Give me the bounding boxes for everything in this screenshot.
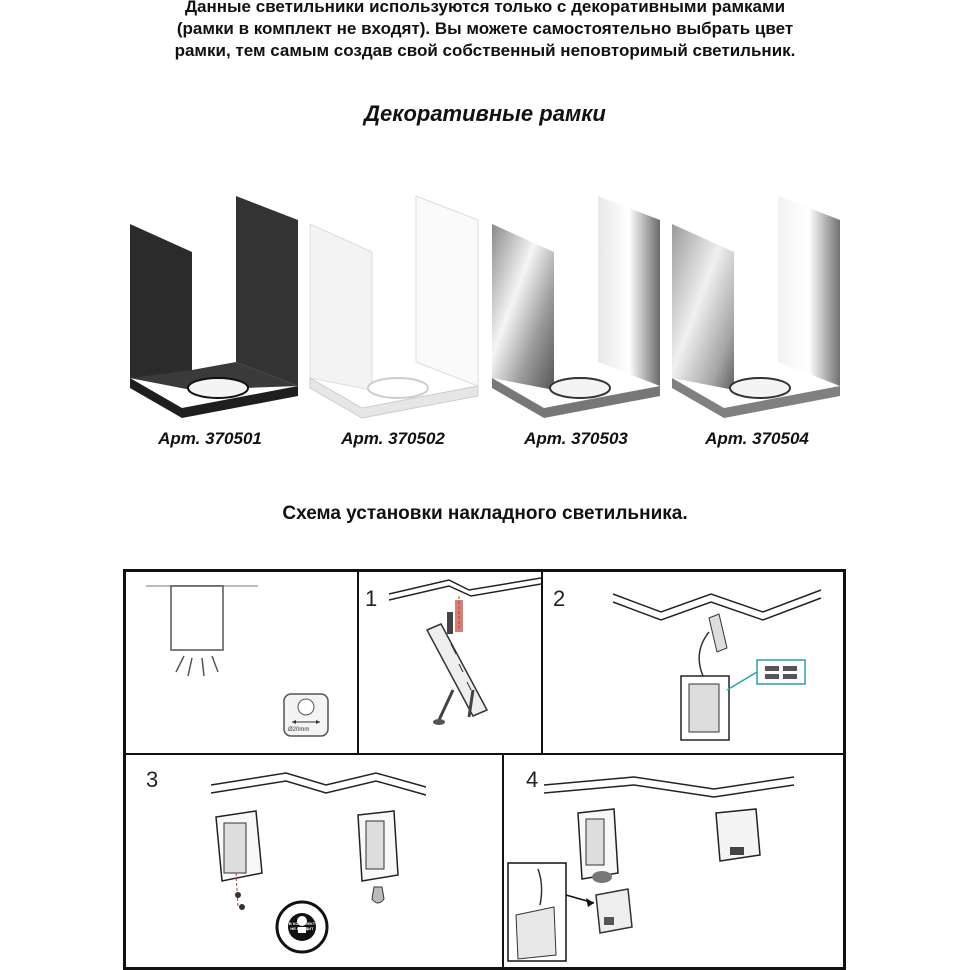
step-1-drawing (359, 572, 541, 753)
step-2-cell (543, 572, 843, 753)
step-1-cell (359, 572, 541, 753)
overview-cell (126, 572, 357, 753)
hole-size-label: Ø20mm (288, 727, 310, 733)
step-4-drawing (504, 755, 843, 967)
step-number: 4 (526, 767, 539, 792)
overview-drawing (126, 572, 357, 753)
article-label: Арт. 370501 (158, 429, 262, 448)
frames-title: Декоративные рамки (364, 101, 606, 126)
article-label: Арт. 370503 (524, 429, 628, 448)
step-3-drawing (126, 755, 502, 967)
intro-line: (рамки в комплект не входят). Вы можете самостоятельно выбрать цвет (176, 19, 794, 38)
article-label: Арт. 370504 (705, 429, 809, 448)
article-label: Арт. 370502 (341, 429, 445, 448)
frame-chrome-image (662, 190, 842, 420)
step-2-drawing (543, 572, 843, 753)
frame-white-image (300, 190, 480, 420)
frame-black-image (120, 190, 300, 420)
installation-diagram (123, 569, 846, 970)
not-included-badge-text: В КОМПЛЕКТ НЕ ВХОДИТ (288, 921, 316, 931)
step-number: 1 (365, 586, 378, 611)
step-3-cell (126, 755, 502, 967)
intro-line: Данные светильники используются только с декоративными рамками (184, 0, 786, 16)
intro-text (0, 0, 970, 62)
frame-chrome-image (482, 190, 662, 420)
step-number: 3 (146, 767, 159, 792)
scheme-title: Схема установки накладного светильника. (282, 503, 688, 524)
intro-line: рамки, тем самым создав свой собственный неповторимый светильник. (174, 41, 796, 60)
step-number: 2 (553, 586, 566, 611)
step-4-cell (504, 755, 843, 967)
